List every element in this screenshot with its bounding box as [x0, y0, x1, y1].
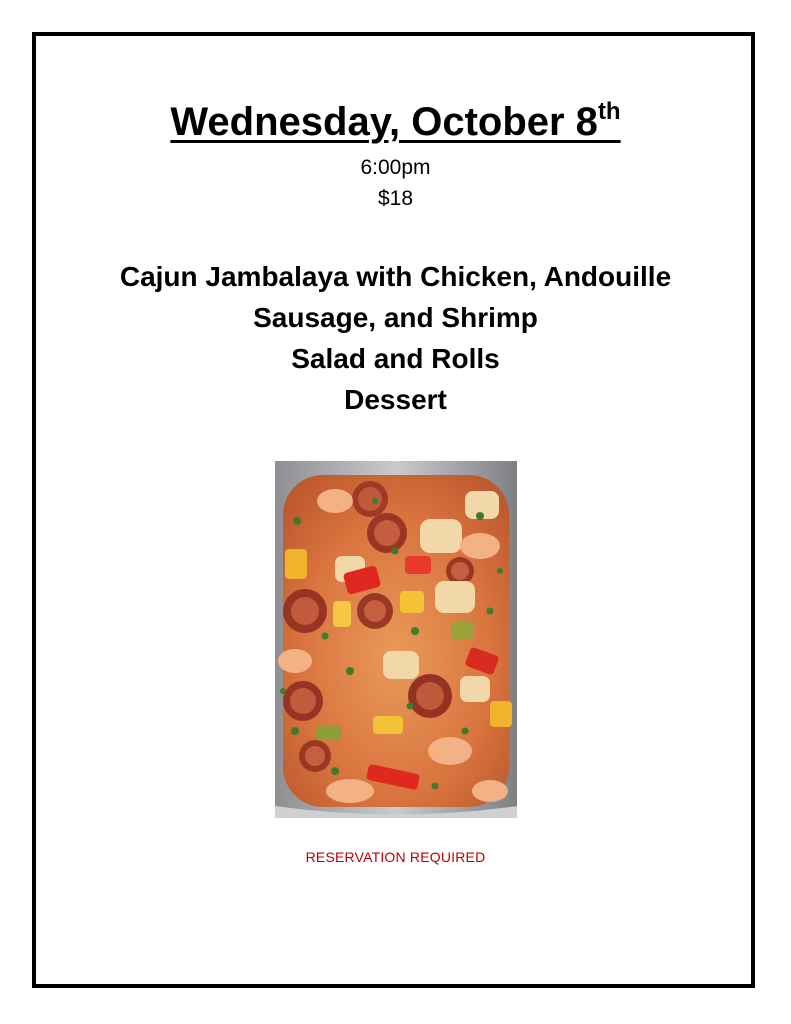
menu-line: Cajun Jambalaya with Chicken, Andouille [119, 261, 672, 292]
event-time: 6:00pm [360, 156, 431, 179]
menu-line: Salad and Rolls [291, 343, 500, 374]
jambalaya-photo [275, 461, 517, 818]
menu-list [0, 256, 791, 420]
menu-line: Sausage, and Shrimp [253, 302, 538, 333]
title-date: Wednesday, October 8 [170, 100, 598, 144]
reservation-note: RESERVATION REQUIRED [305, 849, 486, 865]
title-ordinal-suffix: th [597, 98, 621, 125]
menu-line: Dessert [344, 384, 447, 415]
page-title [0, 98, 791, 146]
event-price: $18 [377, 187, 414, 210]
